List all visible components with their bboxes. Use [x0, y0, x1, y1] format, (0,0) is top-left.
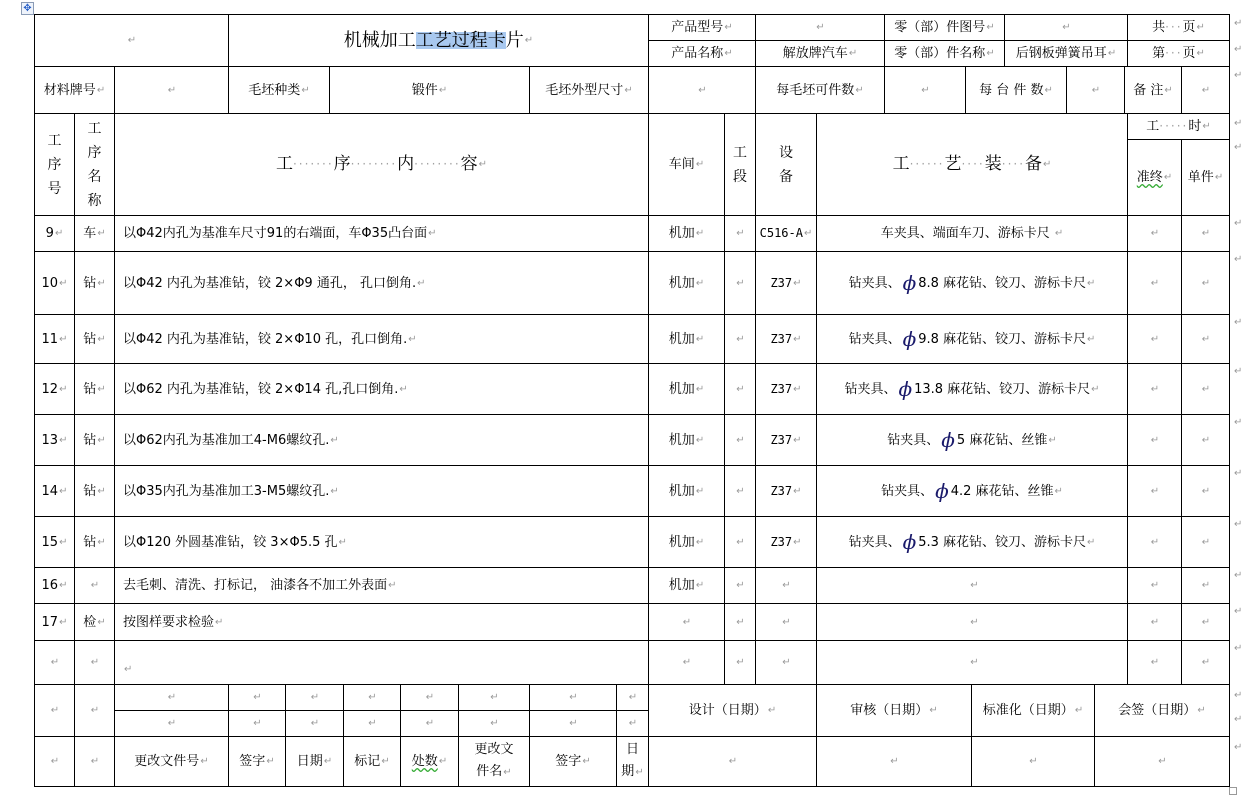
op-name-cell[interactable]: 钻 ↵: [74, 251, 115, 315]
col-header-op-name: 工 序 名 称: [74, 113, 115, 216]
workshop-cell[interactable]: 机加 ↵: [648, 215, 725, 252]
setup-time-cell[interactable]: [1127, 567, 1182, 604]
paragraph-mark: ↵: [736, 333, 745, 345]
paragraph-mark: ↵: [1201, 616, 1211, 628]
setup-time-cell[interactable]: [1127, 516, 1182, 568]
tooling-cell[interactable]: [816, 640, 1128, 685]
paragraph-mark: ↵: [1201, 383, 1211, 395]
diameter-symbol: ϕ: [902, 326, 917, 351]
paragraph-mark: ↵: [428, 228, 437, 239]
pieces-per-blank-label: 每毛坯可件数 ↵: [755, 66, 885, 114]
paragraph-mark: ↵: [417, 277, 426, 289]
paragraph-mark: ↵: [97, 333, 106, 345]
tooling-cell[interactable]: [816, 567, 1128, 604]
op-content-cell[interactable]: 以Φ42 内孔为基准钻，铰 2×Φ9 通孔， 孔口倒角. ↵: [114, 251, 649, 315]
equipment-cell[interactable]: [755, 603, 817, 641]
equipment-cell[interactable]: Z37 ↵: [755, 465, 817, 517]
paragraph-mark: ↵: [695, 228, 705, 239]
row-end-mark: ↵: [1234, 142, 1243, 153]
paragraph-mark: ↵: [59, 616, 68, 628]
paragraph-mark: ↵: [1150, 616, 1160, 628]
equipment-cell[interactable]: Z37 ↵: [755, 414, 817, 466]
paragraph-mark: ↵: [97, 228, 106, 239]
row-end-mark: ↵: [1234, 118, 1243, 129]
col-header-man-hours: 工 ····· 时 ↵: [1127, 113, 1230, 140]
paragraph-mark: ↵: [1054, 485, 1063, 497]
paragraph-mark: ↵: [1201, 434, 1211, 446]
paragraph-mark: ↵: [695, 333, 705, 345]
paragraph-mark: ↵: [736, 485, 745, 497]
change-doc-no-label: 更改文件号 ↵: [114, 736, 229, 787]
col-header-unit-time: 单件 ↵: [1181, 139, 1230, 216]
tooling-cell[interactable]: 钻夹具、 ϕ 5 麻花钻、丝锥 ↵: [816, 414, 1128, 466]
paragraph-mark: ↵: [695, 277, 705, 289]
paragraph-mark: ↵: [736, 277, 745, 289]
paragraph-mark: ↵: [1201, 277, 1211, 289]
row-end-mark: ↵: [1234, 606, 1243, 617]
paragraph-mark: ↵: [1087, 536, 1096, 548]
change-doc-name-label: 更改文 件名↵: [458, 736, 530, 787]
paragraph-mark: ↵: [695, 383, 705, 395]
op-content-cell[interactable]: 去毛刺、清洗、打标记， 油漆各不加工外表面 ↵: [114, 567, 649, 604]
setup-time-cell[interactable]: [1127, 251, 1182, 315]
section-cell[interactable]: [724, 363, 756, 415]
paragraph-mark: ↵: [1150, 485, 1160, 497]
unit-time-cell[interactable]: [1181, 414, 1230, 466]
row-end-mark: ↵: [1234, 18, 1243, 29]
op-no-cell[interactable]: 10 ↵: [34, 251, 75, 315]
paragraph-mark: ↵: [1087, 333, 1096, 345]
revision-entry-cell[interactable]: ↵: [114, 710, 229, 737]
paragraph-mark: ↵: [1201, 485, 1211, 497]
revision-entry-cell[interactable]: ↵: [285, 710, 344, 737]
paragraph-mark: ↵: [1201, 536, 1211, 548]
count-label: 处数 ↵: [400, 736, 459, 787]
unit-time-cell[interactable]: [1181, 251, 1230, 315]
row-end-mark: ↵: [1234, 70, 1243, 81]
paragraph-mark: ↵: [682, 657, 692, 668]
op-no-cell[interactable]: 17 ↵: [34, 603, 75, 641]
revision-entry-cell[interactable]: ↵: [228, 710, 286, 737]
col-header-setup-time: 准终 ↵: [1127, 139, 1182, 216]
op-name-cell[interactable]: 钻 ↵: [74, 516, 115, 568]
paragraph-mark: ↵: [782, 616, 791, 628]
paragraph-mark: ↵: [215, 616, 224, 628]
pieces-per-unit-value[interactable]: ↵: [1066, 66, 1125, 114]
pieces-per-blank-value[interactable]: ↵: [884, 66, 966, 114]
tooling-cell[interactable]: 车夹具、端面车刀、游标卡尺 ↵: [816, 215, 1128, 252]
op-content-cell[interactable]: 以Φ120 外圆基准钻，铰 3×Φ5.5 孔 ↵: [114, 516, 649, 568]
row-end-mark: ↵: [1234, 742, 1243, 753]
op-no-cell[interactable]: 15 ↵: [34, 516, 75, 568]
workshop-cell[interactable]: 机加 ↵: [648, 516, 725, 568]
paragraph-mark: ↵: [736, 228, 745, 239]
paragraph-mark: ↵: [970, 657, 979, 668]
paragraph-mark: ↵: [695, 485, 705, 497]
tooling-cell[interactable]: 钻夹具、 ϕ 4.2 麻花钻、丝锥 ↵: [816, 465, 1128, 517]
paragraph-mark: ↵: [1150, 657, 1160, 668]
part-drawing-no-value[interactable]: ↵: [1004, 14, 1128, 41]
date-label: 日期 ↵: [285, 736, 344, 787]
product-name-label: 产品名称 ↵: [648, 40, 756, 67]
material-grade-label: 材料牌号 ↵: [34, 66, 115, 114]
paragraph-mark: ↵: [50, 657, 60, 668]
material-grade-value[interactable]: ↵: [114, 66, 229, 114]
op-name-cell[interactable]: 钻 ↵: [74, 414, 115, 466]
workshop-cell[interactable]: 机加 ↵: [648, 314, 725, 364]
section-cell[interactable]: [724, 314, 756, 364]
paragraph-mark: ↵: [793, 277, 802, 289]
unit-time-cell[interactable]: [1181, 516, 1230, 568]
col-header-workshop: 车间 ↵: [648, 113, 725, 216]
paragraph-mark: ↵: [59, 536, 68, 548]
section-cell[interactable]: [724, 414, 756, 466]
equipment-cell[interactable]: [755, 567, 817, 604]
revision-entry-cell[interactable]: ↵: [458, 684, 530, 711]
paragraph-mark: ↵: [1150, 383, 1160, 395]
row-end-mark: ↵: [1234, 643, 1243, 654]
paragraph-mark: ↵: [59, 333, 68, 345]
row-end-mark: ↵: [1234, 468, 1243, 479]
product-model-value[interactable]: ↵: [755, 14, 885, 41]
paragraph-mark: ↵: [59, 383, 68, 395]
paragraph-mark: ↵: [1150, 580, 1160, 591]
paragraph-mark: ↵: [1201, 228, 1211, 239]
paragraph-mark: ↵: [695, 536, 705, 548]
selected-text: 工艺过程卡: [415, 30, 506, 51]
signature2-label: 签字 ↵: [529, 736, 617, 787]
op-name-cell[interactable]: 钻 ↵: [74, 465, 115, 517]
op-no-cell[interactable]: 13 ↵: [34, 414, 75, 466]
equipment-cell[interactable]: [755, 640, 817, 685]
paragraph-mark: ↵: [59, 485, 68, 497]
unit-time-cell[interactable]: [1181, 215, 1230, 252]
paragraph-mark: ↵: [803, 228, 813, 239]
paragraph-mark: ↵: [793, 383, 802, 395]
paragraph-mark: ↵: [793, 485, 802, 497]
row-end-mark: ↵: [1234, 317, 1243, 328]
table-resize-handle[interactable]: [1229, 787, 1237, 795]
paragraph-mark: ↵: [793, 536, 802, 548]
revision-entry-cell[interactable]: ↵: [616, 710, 649, 737]
paragraph-mark: ↵: [1150, 333, 1160, 345]
tooling-cell[interactable]: 钻夹具、 ϕ 8.8 麻花钻、铰刀、游标卡尺 ↵: [816, 251, 1128, 315]
paragraph-mark: ↵: [59, 434, 68, 446]
setup-time-cell[interactable]: [1127, 363, 1182, 415]
date2-label: 日 期↵: [616, 736, 649, 787]
paragraph-mark: ↵: [1150, 228, 1160, 239]
row-end-mark: ↵: [1234, 254, 1243, 265]
section-cell[interactable]: [724, 465, 756, 517]
diameter-symbol: ϕ: [935, 478, 949, 503]
blank-type-label: 毛坯种类 ↵: [228, 66, 330, 114]
paragraph-mark: ↵: [1091, 383, 1100, 395]
paragraph-mark: ↵: [736, 580, 745, 591]
setup-time-cell[interactable]: [1127, 314, 1182, 364]
paragraph-mark: ↵: [793, 333, 802, 345]
equipment-cell[interactable]: Z37 ↵: [755, 516, 817, 568]
remarks-label: 备 注 ↵: [1124, 66, 1182, 114]
col-header-op-no: 工 序 号: [34, 113, 75, 216]
paragraph-mark: ↵: [97, 485, 106, 497]
workshop-cell[interactable]: 机加 ↵: [648, 465, 725, 517]
logo-cell[interactable]: ↵: [34, 14, 229, 67]
paragraph-mark: ↵: [97, 277, 106, 289]
paragraph-mark: ↵: [330, 485, 339, 497]
paragraph-mark: ↵: [793, 434, 802, 446]
setup-time-cell[interactable]: [1127, 414, 1182, 466]
section-cell[interactable]: [724, 215, 756, 252]
revision-blank-a-top[interactable]: ↵: [34, 684, 75, 737]
row-end-mark: ↵: [1234, 570, 1243, 581]
unit-time-cell[interactable]: [1181, 314, 1230, 364]
paragraph-mark: ↵: [59, 277, 68, 289]
op-content-cell[interactable]: 以Φ62内孔为基准加工4-M6螺纹孔. ↵: [114, 414, 649, 466]
revision-entry-cell[interactable]: ↵: [400, 684, 459, 711]
card-title[interactable]: 机械加工 工艺过程卡 片 ↵: [228, 14, 649, 67]
design-date-value[interactable]: ↵: [648, 736, 817, 787]
paragraph-mark: ↵: [970, 616, 979, 628]
revision-blank-b-bottom[interactable]: ↵: [74, 736, 115, 787]
op-name-cell[interactable]: 车 ↵: [74, 215, 115, 252]
op-no-cell[interactable]: 9 ↵: [34, 215, 75, 252]
paragraph-mark: ↵: [408, 333, 417, 345]
paragraph-mark: ↵: [90, 657, 100, 668]
part-name-label: 零（部）件名称 ↵: [884, 40, 1005, 67]
op-content-cell[interactable]: 以Φ62 内孔为基准钻，铰 2×Φ14 孔,孔口倒角. ↵: [114, 363, 649, 415]
paragraph-mark: ↵: [399, 383, 408, 395]
design-date-label: 设计（日期） ↵: [648, 684, 817, 737]
row-end-mark: ↵: [1234, 714, 1243, 725]
diameter-symbol: ϕ: [898, 376, 913, 401]
revision-blank-a-bottom[interactable]: ↵: [34, 736, 75, 787]
unit-time-cell[interactable]: [1181, 465, 1230, 517]
tooling-cell[interactable]: 钻夹具、 ϕ 5.3 麻花钻、铰刀、游标卡尺 ↵: [816, 516, 1128, 568]
tooling-cell[interactable]: [816, 603, 1128, 641]
workshop-cell[interactable]: 机加 ↵: [648, 414, 725, 466]
op-no-cell[interactable]: 14 ↵: [34, 465, 75, 517]
paragraph-mark: ↵: [1201, 657, 1211, 668]
standardization-date-value[interactable]: ↵: [971, 736, 1095, 787]
op-no-cell[interactable]: 12 ↵: [34, 363, 75, 415]
op-content-cell[interactable]: [114, 640, 649, 685]
op-content-cell[interactable]: 以Φ35内孔为基准加工3-M5螺纹孔. ↵: [114, 465, 649, 517]
revision-entry-cell[interactable]: ↵: [529, 710, 617, 737]
workshop-cell[interactable]: [648, 603, 725, 641]
section-cell[interactable]: [724, 567, 756, 604]
paragraph-mark: ↵: [1087, 277, 1096, 289]
paragraph-mark: ↵: [736, 657, 745, 668]
col-header-section: 工 段: [724, 113, 756, 216]
pieces-per-unit-label: 每 台 件 数 ↵: [965, 66, 1067, 114]
paragraph-mark: ↵: [695, 580, 705, 591]
op-no-cell[interactable]: 11 ↵: [34, 314, 75, 364]
revision-entry-cell[interactable]: ↵: [114, 684, 229, 711]
col-header-op-content: 工 ······· 序 ········ 内 ········ 容 ↵: [114, 113, 649, 216]
op-name-cell[interactable]: 钻 ↵: [74, 363, 115, 415]
paragraph-mark: ↵: [54, 228, 64, 239]
paragraph-mark: ↵: [1201, 333, 1211, 345]
table-move-handle-icon[interactable]: ✥: [21, 2, 34, 15]
row-end-mark: ↵: [1234, 218, 1243, 229]
paragraph-mark: ↵: [736, 434, 745, 446]
row-end-mark: ↵: [1234, 690, 1243, 701]
section-cell[interactable]: [724, 603, 756, 641]
paragraph-mark: ↵: [736, 536, 745, 548]
op-no-cell[interactable]: 16 ↵: [34, 567, 75, 604]
blank-size-label: 毛坯外型尺寸 ↵: [529, 66, 649, 114]
revision-entry-cell[interactable]: ↵: [616, 684, 649, 711]
revision-entry-cell[interactable]: ↵: [343, 710, 401, 737]
unit-time-cell[interactable]: [1181, 603, 1230, 641]
setup-time-cell[interactable]: [1127, 465, 1182, 517]
unit-time-cell[interactable]: [1181, 363, 1230, 415]
countersign-date-value[interactable]: ↵: [1094, 736, 1230, 787]
paragraph-mark: ↵: [97, 434, 106, 446]
unit-time-cell[interactable]: [1181, 640, 1230, 685]
diameter-symbol: ϕ: [902, 270, 917, 295]
paragraph-mark: ↵: [1150, 434, 1160, 446]
paragraph-mark: ↵: [97, 536, 106, 548]
paragraph-mark: ↵: [388, 580, 397, 591]
blank-size-value[interactable]: ↵: [648, 66, 756, 114]
paragraph-mark: ↵: [695, 434, 705, 446]
mark-label: 标记 ↵: [343, 736, 401, 787]
paragraph-mark: ↵: [1150, 277, 1160, 289]
review-date-label: 审核（日期） ↵: [816, 684, 972, 737]
countersign-date-label: 会签（日期） ↵: [1094, 684, 1230, 737]
revision-entry-cell[interactable]: ↵: [529, 684, 617, 711]
workshop-cell[interactable]: 机加 ↵: [648, 567, 725, 604]
workshop-cell[interactable]: 机加 ↵: [648, 363, 725, 415]
col-header-tooling: 工 ······ 艺 ···· 装 ···· 备 ↵: [816, 113, 1128, 216]
paragraph-mark: ↵: [1201, 580, 1211, 591]
paragraph-mark: ↵: [782, 580, 791, 591]
section-cell[interactable]: [724, 251, 756, 315]
setup-time-cell[interactable]: [1127, 603, 1182, 641]
paragraph-mark: ↵: [736, 383, 745, 395]
equipment-cell[interactable]: Z37 ↵: [755, 314, 817, 364]
revision-entry-cell[interactable]: ↵: [400, 710, 459, 737]
section-cell[interactable]: [724, 640, 756, 685]
paragraph-mark: ↵: [90, 580, 100, 591]
diameter-symbol: ϕ: [941, 427, 955, 452]
unit-time-cell[interactable]: [1181, 567, 1230, 604]
paragraph-mark: ↵: [782, 657, 791, 668]
row-end-mark: ↵: [1234, 519, 1243, 530]
op-content-cell[interactable]: 按图样要求检验 ↵: [114, 603, 649, 641]
setup-time-cell[interactable]: [1127, 640, 1182, 685]
revision-entry-cell[interactable]: ↵: [285, 684, 344, 711]
op-content-cell[interactable]: 以Φ42 内孔为基准钻，铰 2×Φ10 孔，孔口倒角. ↵: [114, 314, 649, 364]
revision-blank-b-top[interactable]: ↵: [74, 684, 115, 737]
workshop-cell[interactable]: 机加 ↵: [648, 251, 725, 315]
standardization-date-label: 标准化（日期） ↵: [971, 684, 1095, 737]
paragraph-mark: ↵: [124, 664, 133, 675]
paragraph-mark: ↵: [682, 616, 692, 628]
paragraph-mark: ↵: [1054, 228, 1064, 239]
op-no-cell[interactable]: [34, 640, 75, 685]
row-end-mark: ↵: [1234, 366, 1243, 377]
workshop-cell[interactable]: [648, 640, 725, 685]
paragraph-mark: ↵: [97, 616, 106, 628]
part-name-value[interactable]: 后钢板弹簧吊耳 ↵: [1004, 40, 1128, 67]
section-cell[interactable]: [724, 516, 756, 568]
paragraph-mark: ↵: [736, 616, 745, 628]
paragraph-mark: ↵: [330, 434, 339, 446]
remarks-value[interactable]: ↵: [1181, 66, 1230, 114]
equipment-cell[interactable]: C516-A ↵: [755, 215, 817, 252]
paragraph-mark: ↵: [1048, 434, 1057, 446]
tooling-cell[interactable]: 钻夹具、 ϕ 9.8 麻花钻、铰刀、游标卡尺 ↵: [816, 314, 1128, 364]
paragraph-mark: ↵: [59, 580, 68, 591]
paragraph-mark: ↵: [97, 383, 106, 395]
total-pages-field[interactable]: 共 ··· 页 ↵: [1127, 14, 1230, 41]
revision-entry-cell[interactable]: ↵: [458, 710, 530, 737]
equipment-cell[interactable]: Z37 ↵: [755, 363, 817, 415]
row-end-mark: ↵: [1234, 417, 1243, 428]
op-name-cell[interactable]: [74, 567, 115, 604]
paragraph-mark: ↵: [970, 580, 979, 591]
blank-type-value[interactable]: 锻件 ↵: [329, 66, 530, 114]
diameter-symbol: ϕ: [902, 529, 917, 554]
row-end-mark: ↵: [1234, 44, 1243, 55]
review-date-value[interactable]: ↵: [816, 736, 972, 787]
op-content-cell[interactable]: 以Φ42内孔为基准车尺寸91的右端面，车Φ35凸台面 ↵: [114, 215, 649, 252]
revision-entry-cell[interactable]: ↵: [343, 684, 401, 711]
part-drawing-no-label: 零（部）件图号 ↵: [884, 14, 1005, 41]
equipment-cell[interactable]: Z37 ↵: [755, 251, 817, 315]
op-name-cell[interactable]: 检 ↵: [74, 603, 115, 641]
revision-entry-cell[interactable]: ↵: [228, 684, 286, 711]
product-name-value[interactable]: 解放牌汽车 ↵: [755, 40, 885, 67]
paragraph-mark: ↵: [338, 536, 347, 548]
op-name-cell[interactable]: 钻 ↵: [74, 314, 115, 364]
op-name-cell[interactable]: [74, 640, 115, 685]
tooling-cell[interactable]: 钻夹具、 ϕ 13.8 麻花钻、铰刀、游标卡尺 ↵: [816, 363, 1128, 415]
col-header-equipment: 设 备: [755, 113, 817, 216]
page-no-field[interactable]: 第 ··· 页 ↵: [1127, 40, 1230, 67]
setup-time-cell[interactable]: [1127, 215, 1182, 252]
product-model-label: 产品型号 ↵: [648, 14, 756, 41]
paragraph-mark: ↵: [1150, 536, 1160, 548]
signature-label: 签字 ↵: [228, 736, 286, 787]
